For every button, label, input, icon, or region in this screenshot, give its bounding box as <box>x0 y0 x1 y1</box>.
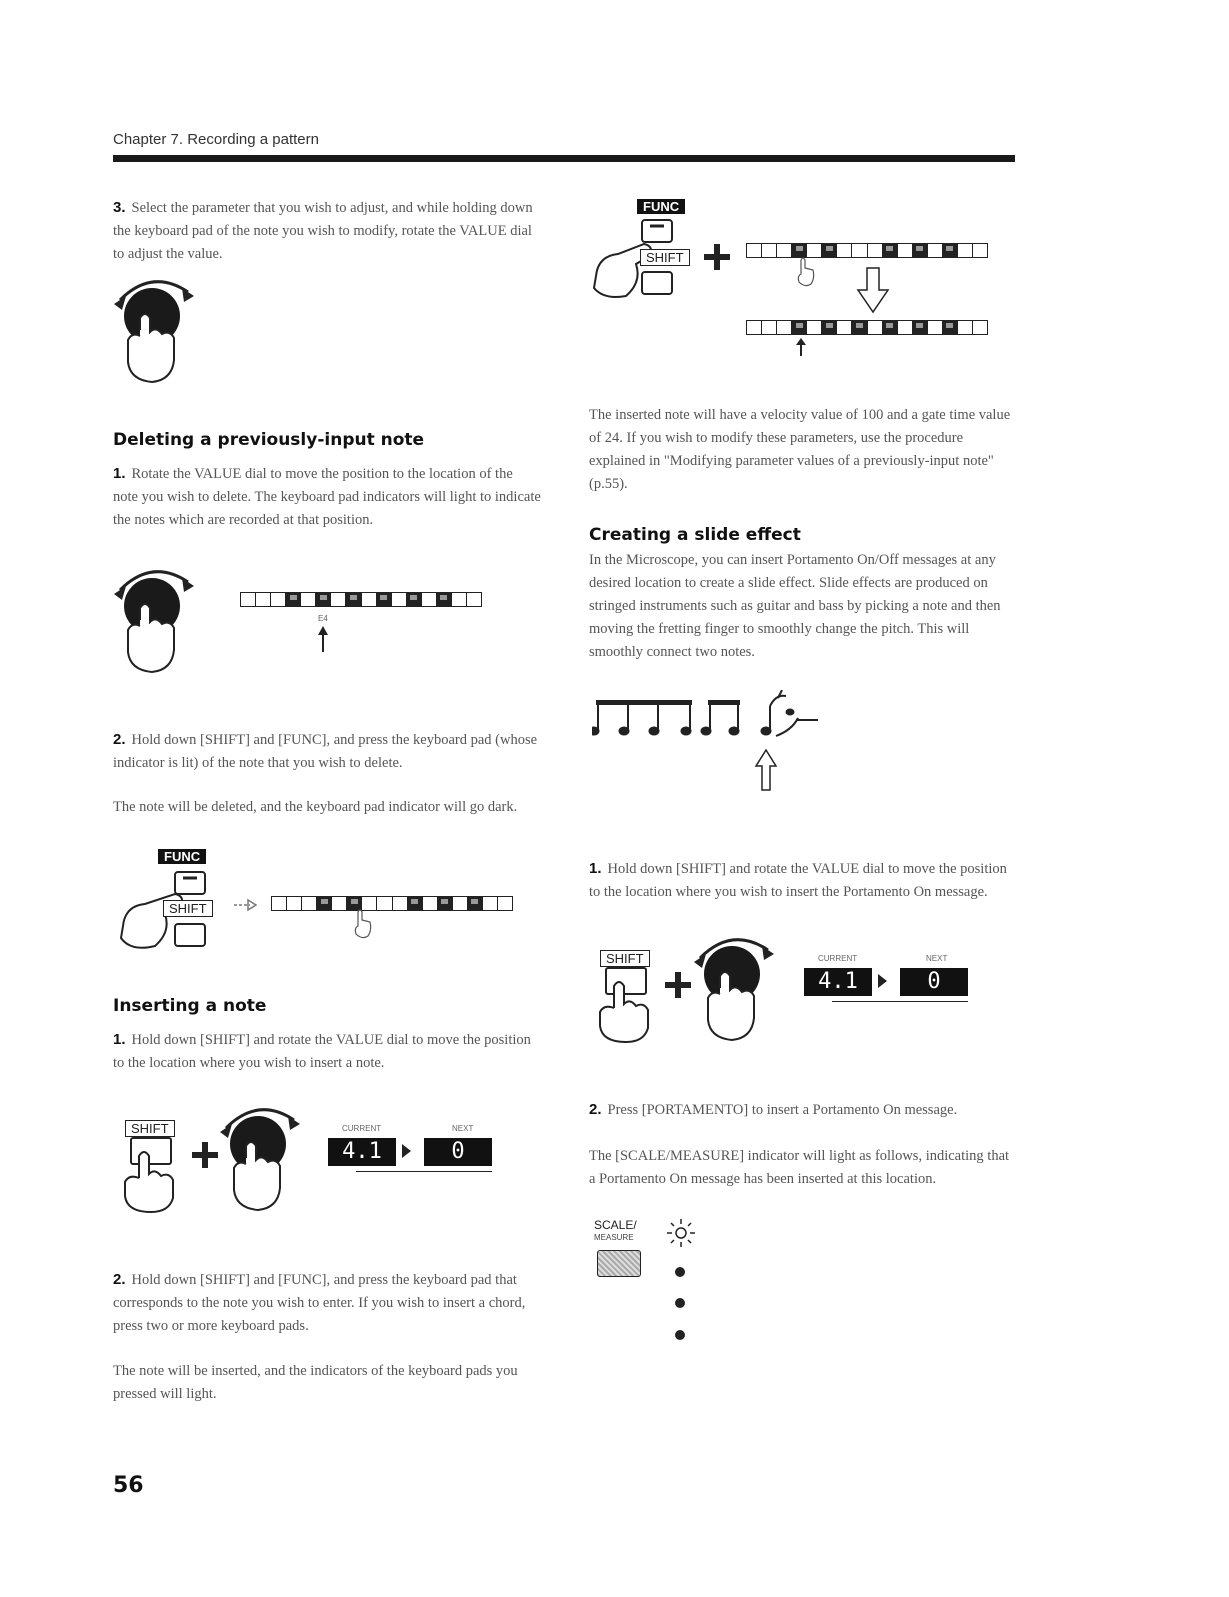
pad-lit <box>408 897 423 910</box>
heading-deleting-note: Deleting a previously-input note <box>113 430 425 450</box>
pad <box>973 244 987 257</box>
pad <box>498 897 512 910</box>
pad <box>837 244 852 257</box>
lcd-current: 4.1 <box>328 1138 396 1166</box>
shift-hand-illustration <box>115 1134 185 1214</box>
lcd-current-right: 4.1 <box>804 968 872 996</box>
pad <box>453 897 468 910</box>
indicator-lit-icon <box>666 1218 696 1248</box>
plus-icon-right <box>704 244 730 270</box>
pad-lit <box>822 321 837 334</box>
slide-notation-illustration <box>592 690 822 800</box>
pad <box>928 244 943 257</box>
inserting-result-paragraph: The note will be inserted, and the indicators of the keyboard pads you pressed will light. <box>113 1363 518 1402</box>
dashed-arrow-icon <box>232 897 258 913</box>
pad <box>973 321 987 334</box>
chapter-header: Chapter 7. Recording a pattern <box>113 131 319 148</box>
value-dial-hand-illustration-2 <box>112 560 202 678</box>
heading-inserting-note: Inserting a note <box>113 996 267 1016</box>
shift-label: SHIFT <box>163 900 213 917</box>
pad <box>762 321 777 334</box>
value-dial-hand-illustration <box>112 270 202 388</box>
slide-intro-paragraph: In the Microscope, you can insert Portamento On/Off messages at any desired location to create a slide effect. Slide effects are produced on stringed instruments such as guitar and bass by picking a note and then moving the fretting finger to smoothly change the pitch. This will smoothly connect two notes. <box>589 552 1001 660</box>
pad <box>362 593 377 606</box>
shift-hand-illustration-right <box>590 964 660 1044</box>
pad-lit <box>346 593 361 606</box>
pad-lit <box>913 321 928 334</box>
scale-measure-button <box>597 1250 641 1277</box>
pad <box>483 897 498 910</box>
lcd-arrow-icon <box>402 1144 411 1158</box>
lcd-underline <box>356 1171 492 1172</box>
pad <box>467 593 481 606</box>
pad <box>423 897 438 910</box>
plus-icon-right-2 <box>665 972 691 998</box>
pad-lit <box>407 593 422 606</box>
pad-lit <box>438 897 453 910</box>
pad-lit-new <box>852 321 867 334</box>
pad <box>807 321 822 334</box>
pad <box>747 244 762 257</box>
indicator-dot-icon <box>675 1267 685 1277</box>
finger-press-icon-right <box>795 256 817 288</box>
pad-lit <box>883 321 898 334</box>
page-number: 56 <box>113 1473 144 1498</box>
slide-result-paragraph: The [SCALE/MEASURE] indicator will light as follows, indicating that a Portamento On message has been inserted at this location. <box>589 1148 1010 1187</box>
pad <box>287 897 302 910</box>
pad-lit <box>377 593 392 606</box>
value-dial-hand-illustration-3 <box>218 1098 308 1216</box>
shift-label-right: SHIFT <box>640 249 690 266</box>
value-dial-hand-illustration-4 <box>692 928 782 1046</box>
lcd-next: 0 <box>424 1138 492 1166</box>
lcd-arrow-icon-right <box>878 974 887 988</box>
pad <box>256 593 271 606</box>
pad-lit <box>883 244 898 257</box>
note-label-e4: E4 <box>318 614 328 623</box>
pad <box>332 897 347 910</box>
pad <box>958 244 973 257</box>
pad-lit <box>943 321 958 334</box>
pad <box>898 321 913 334</box>
up-arrow-icon <box>316 626 330 652</box>
lcd-underline-right <box>832 1001 968 1002</box>
pad <box>777 244 792 257</box>
pad-lit <box>317 897 332 910</box>
plus-icon <box>192 1142 218 1168</box>
pad <box>331 593 346 606</box>
down-arrow-icon <box>856 266 890 314</box>
pad <box>928 321 943 334</box>
pad <box>868 321 883 334</box>
func-label: FUNC <box>158 849 206 864</box>
finger-press-icon <box>352 908 374 940</box>
step3-paragraph: 3. Select the parameter that you wish to adjust, and while holding down the keyboard pad of the note you wish to modify, rotate the VALUE dial to adjust the value. <box>113 199 533 262</box>
pad <box>898 244 913 257</box>
inserted-note-paragraph: The inserted note will have a velocity value of 100 and a gate time value of 24. If you wish to modify these parameters, use the procedure explained in "Modifying parameter values of a previously-input note" (p.55). <box>589 407 1011 492</box>
pad-lit <box>943 244 958 257</box>
up-arrow-icon-right <box>795 338 807 356</box>
pad-lit <box>913 244 928 257</box>
inserting-step1-paragraph: 1. Hold down [SHIFT] and rotate the VALUE dial to move the position to the location where you wish to insert a note. <box>113 1031 531 1071</box>
pad <box>393 897 408 910</box>
pad <box>837 321 852 334</box>
keyboard-pad-strip-before-insert <box>746 243 988 258</box>
pad <box>271 593 286 606</box>
keyboard-pad-strip-after-insert <box>746 320 988 335</box>
pad-lit <box>792 321 807 334</box>
indicator-dot-icon <box>675 1298 685 1308</box>
pad <box>301 593 316 606</box>
current-label-right: CURRENT <box>818 954 858 963</box>
scale-label: SCALE/ <box>594 1218 637 1232</box>
pad-pressed <box>377 897 392 910</box>
keyboard-pad-strip <box>240 592 482 607</box>
pad-lit <box>822 244 837 257</box>
pad <box>422 593 437 606</box>
deleting-step2-paragraph: 2. Hold down [SHIFT] and [FUNC], and press the keyboard pad (whose indicator is lit) of the note that you wish to delete. <box>113 731 538 771</box>
slide-step1-paragraph: 1. Hold down [SHIFT] and rotate the VALUE dial to move the position to the location where you wish to insert the Portamento On message. <box>589 860 1007 900</box>
shift-button-label-right: SHIFT <box>600 950 650 967</box>
pad <box>958 321 973 334</box>
pad <box>777 321 792 334</box>
slide-step2-paragraph: 2. Press [PORTAMENTO] to insert a Portamento On message. <box>589 1101 958 1118</box>
inserting-step2-paragraph: 2. Hold down [SHIFT] and [FUNC], and press the keyboard pad that corresponds to the note you wish to enter. If you wish to insert a chord, press two or more keyboard pads. <box>113 1271 526 1334</box>
shift-button-label: SHIFT <box>125 1120 175 1137</box>
pad <box>868 244 883 257</box>
pad <box>302 897 317 910</box>
measure-label: MEASURE <box>594 1233 634 1242</box>
deleting-step1-paragraph: 1. Rotate the VALUE dial to move the position to the location of the note you wish to delete. The keyboard pad indicators will light to indicate the notes which are recorded at that position. <box>113 465 541 528</box>
pad-lit <box>468 897 483 910</box>
heading-slide-effect: Creating a slide effect <box>589 525 801 545</box>
pad <box>241 593 256 606</box>
func-label-right: FUNC <box>637 199 685 214</box>
keyboard-pad-strip-delete <box>271 896 513 911</box>
pad-lit <box>316 593 331 606</box>
pad <box>392 593 407 606</box>
pad-lit <box>286 593 301 606</box>
lcd-next-right: 0 <box>900 968 968 996</box>
header-rule <box>113 155 1015 162</box>
pad <box>452 593 467 606</box>
pad-pressed <box>852 244 867 257</box>
pad <box>762 244 777 257</box>
next-label-right: NEXT <box>926 954 948 963</box>
pad <box>272 897 287 910</box>
pad <box>747 321 762 334</box>
deleting-result-paragraph: The note will be deleted, and the keyboard pad indicator will go dark. <box>113 799 518 815</box>
pad-lit <box>437 593 452 606</box>
next-label: NEXT <box>452 1124 474 1133</box>
indicator-dot-icon <box>675 1330 685 1340</box>
current-label: CURRENT <box>342 1124 382 1133</box>
